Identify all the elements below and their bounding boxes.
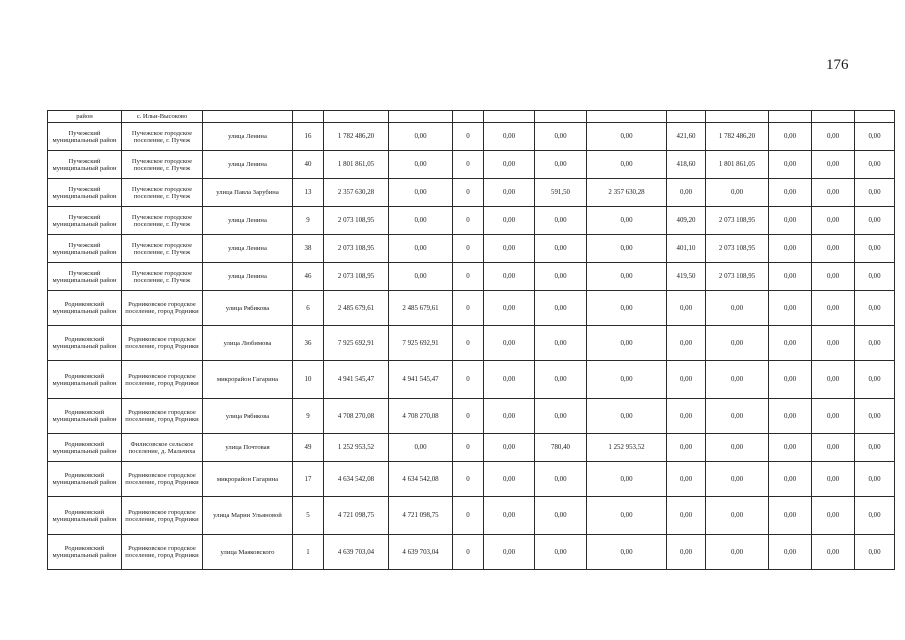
table-row (48, 497, 895, 535)
table-row (48, 263, 895, 291)
table-cell: район (48, 111, 122, 123)
table-cell: 0,00 (769, 535, 812, 570)
table-cell: 0,00 (769, 235, 812, 263)
table-cell: 0,00 (484, 399, 535, 434)
table-cell: 0,00 (812, 361, 855, 399)
table-cell: 0,00 (855, 179, 895, 207)
table-cell: 0,00 (484, 462, 535, 497)
table-cell: 0,00 (587, 497, 667, 535)
table-cell: 46 (293, 263, 324, 291)
table-cell: 0,00 (855, 535, 895, 570)
table-cell: 0,00 (535, 151, 587, 179)
table-cell: 0,00 (484, 151, 535, 179)
table-cell: 0,00 (484, 263, 535, 291)
table-cell: 0 (453, 291, 484, 326)
table-cell (389, 111, 453, 123)
table-cell: 0,00 (484, 535, 535, 570)
table-cell: 0,00 (484, 434, 535, 462)
table-cell (324, 111, 389, 123)
table-cell: 421,60 (667, 123, 706, 151)
table-cell: 0,00 (706, 497, 769, 535)
table-row (48, 151, 895, 179)
table-cell: 0,00 (855, 151, 895, 179)
table-cell (667, 111, 706, 123)
table-cell: 0,00 (535, 207, 587, 235)
table-row (48, 179, 895, 207)
table-cell: 7 925 692,91 (389, 326, 453, 361)
table-cell: 780,40 (535, 434, 587, 462)
table-cell: Пучежский муниципальный район (48, 179, 122, 207)
table-cell: 0,00 (535, 291, 587, 326)
table-cell: 4 721 098,75 (389, 497, 453, 535)
table-cell: 0,00 (706, 326, 769, 361)
table-cell: 0 (453, 207, 484, 235)
table-cell: 0,00 (855, 123, 895, 151)
table-cell: 0,00 (769, 151, 812, 179)
table-cell: 0,00 (855, 207, 895, 235)
table-cell (706, 111, 769, 123)
table-cell: 1 252 953,52 (587, 434, 667, 462)
table-cell: улица Любимова (203, 326, 293, 361)
table-cell: 0,00 (535, 263, 587, 291)
table-cell: Родниковский муниципальный район (48, 462, 122, 497)
table-cell: 0,00 (587, 326, 667, 361)
table-row (48, 235, 895, 263)
table-cell: Родниковское городское поселение, город Родники (122, 399, 203, 434)
table-cell: 0,00 (769, 207, 812, 235)
table-cell: 0,00 (587, 235, 667, 263)
table-cell: 0,00 (855, 361, 895, 399)
table-cell: 0,00 (667, 434, 706, 462)
table-cell: Родниковский муниципальный район (48, 535, 122, 570)
table-cell: 13 (293, 179, 324, 207)
table-cell: 2 357 630,28 (587, 179, 667, 207)
table-cell: Пучежское городское поселение, г. Пучеж (122, 207, 203, 235)
table-cell: 0,00 (587, 462, 667, 497)
table-cell: 0,00 (855, 291, 895, 326)
table-cell: 4 721 098,75 (324, 497, 389, 535)
table-cell: 0,00 (812, 263, 855, 291)
table-cell: 4 941 545,47 (324, 361, 389, 399)
table-cell: 0 (453, 434, 484, 462)
table-cell: 0,00 (535, 535, 587, 570)
table-row (48, 399, 895, 434)
table-cell: Родниковское городское поселение, город Родники (122, 326, 203, 361)
table-cell: улица Маяковского (203, 535, 293, 570)
table-cell: 0,00 (812, 291, 855, 326)
table-cell: улица Рябикова (203, 399, 293, 434)
table-cell: 0,00 (667, 399, 706, 434)
table-cell: Пучежское городское поселение, г. Пучеж (122, 123, 203, 151)
table-cell: Пучежское городское поселение, г. Пучеж (122, 151, 203, 179)
table-cell: улица Ленина (203, 207, 293, 235)
table-cell: 0,00 (855, 235, 895, 263)
table-cell: 0,00 (535, 361, 587, 399)
table-cell: 0,00 (484, 361, 535, 399)
table-cell: 0,00 (389, 123, 453, 151)
table-cell: 0,00 (667, 361, 706, 399)
table-cell: улица Павла Зарубина (203, 179, 293, 207)
table-cell: 0,00 (769, 179, 812, 207)
table-cell: Родниковский муниципальный район (48, 326, 122, 361)
table-cell: 2 073 108,95 (706, 263, 769, 291)
table-cell: 36 (293, 326, 324, 361)
table-cell: 409,20 (667, 207, 706, 235)
table-cell: 0,00 (855, 326, 895, 361)
table-cell: 4 708 270,08 (389, 399, 453, 434)
table-cell: 0,00 (484, 179, 535, 207)
table-cell: Родниковский муниципальный район (48, 497, 122, 535)
table-cell: 0,00 (535, 497, 587, 535)
table-row (48, 361, 895, 399)
table-cell: 401,10 (667, 235, 706, 263)
table-cell: 17 (293, 462, 324, 497)
table-cell: Пучежский муниципальный район (48, 235, 122, 263)
table-cell: 0 (453, 123, 484, 151)
table-cell: 0,00 (855, 497, 895, 535)
table-cell: 0,00 (587, 123, 667, 151)
table-row (48, 326, 895, 361)
table-cell: 1 252 953,52 (324, 434, 389, 462)
table-cell: 0,00 (389, 235, 453, 263)
table-cell: 0,00 (706, 462, 769, 497)
data-table (47, 110, 895, 570)
table-cell: 0,00 (667, 179, 706, 207)
table-cell: 0,00 (769, 399, 812, 434)
table-cell: 0,00 (812, 326, 855, 361)
table-cell: Пучежский муниципальный район (48, 263, 122, 291)
table-cell: 0,00 (706, 399, 769, 434)
table-cell: 0,00 (812, 179, 855, 207)
table-cell: Родниковский муниципальный район (48, 434, 122, 462)
table-cell: 0,00 (484, 123, 535, 151)
table-cell: 0,00 (484, 207, 535, 235)
table-cell (484, 111, 535, 123)
table-cell: 0,00 (769, 497, 812, 535)
table-cell: Родниковский муниципальный район (48, 399, 122, 434)
table-cell: 4 634 542,08 (389, 462, 453, 497)
table-cell (812, 111, 855, 123)
table-cell: 0,00 (535, 235, 587, 263)
table-cell: 0 (453, 535, 484, 570)
table-cell: 0,00 (855, 462, 895, 497)
table-cell: 0,00 (769, 263, 812, 291)
table-cell: 1 782 486,20 (324, 123, 389, 151)
table-row (48, 207, 895, 235)
table-cell: 0 (453, 399, 484, 434)
table-row (48, 535, 895, 570)
table-cell (855, 111, 895, 123)
table-cell: Родниковское городское поселение, город Родники (122, 462, 203, 497)
table-cell: с. Ильи-Высоково (122, 111, 203, 123)
table-cell: 0,00 (587, 207, 667, 235)
table-cell: 0,00 (484, 497, 535, 535)
page-number: 176 (826, 57, 849, 73)
table-cell (587, 111, 667, 123)
table-cell: 0,00 (389, 263, 453, 291)
table-cell: 0,00 (855, 399, 895, 434)
table-cell: 40 (293, 151, 324, 179)
table-cell: Пучежское городское поселение, г. Пучеж (122, 263, 203, 291)
table-cell: 0,00 (389, 179, 453, 207)
table-cell: 0,00 (667, 291, 706, 326)
table-cell: 0,00 (812, 462, 855, 497)
table-cell: 0,00 (587, 263, 667, 291)
table-cell: 0,00 (769, 326, 812, 361)
table-cell: 0,00 (535, 399, 587, 434)
table-cell: 1 801 861,05 (324, 151, 389, 179)
table-cell: 9 (293, 399, 324, 434)
table-cell: 0,00 (484, 326, 535, 361)
table-cell: 1 (293, 535, 324, 570)
table-cell: 418,60 (667, 151, 706, 179)
table-cell: 0,00 (812, 434, 855, 462)
table-cell: Пучежское городское поселение, г. Пучеж (122, 235, 203, 263)
table-cell: 2 485 679,61 (324, 291, 389, 326)
table-cell: 0,00 (812, 151, 855, 179)
table-cell: 1 782 486,20 (706, 123, 769, 151)
table-cell: 0,00 (667, 462, 706, 497)
table-cell: улица Ленина (203, 151, 293, 179)
table-cell (453, 111, 484, 123)
table-cell: 0,00 (587, 291, 667, 326)
table-cell: 419,50 (667, 263, 706, 291)
table-cell: Пучежское городское поселение, г. Пучеж (122, 179, 203, 207)
table-cell: 0 (453, 179, 484, 207)
table-cell: 0,00 (812, 535, 855, 570)
table-cell: 0,00 (855, 263, 895, 291)
table-cell: Родниковский муниципальный район (48, 291, 122, 326)
table-cell: 0,00 (389, 434, 453, 462)
table-cell: 0,00 (812, 235, 855, 263)
table-cell: улица Ленина (203, 263, 293, 291)
table-cell: 0,00 (706, 179, 769, 207)
table-cell: Родниковское городское поселение, город Родники (122, 535, 203, 570)
table-cell: Родниковское городское поселение, город Родники (122, 291, 203, 326)
table-cell: Филисовское сельское поселение, д. Мальчиха (122, 434, 203, 462)
table-cell (769, 111, 812, 123)
table-cell: 0,00 (769, 291, 812, 326)
table-cell: 0,00 (812, 497, 855, 535)
table-cell: 0,00 (535, 326, 587, 361)
table-cell: Родниковское городское поселение, город Родники (122, 361, 203, 399)
table-cell: 7 925 692,91 (324, 326, 389, 361)
table-cell: 16 (293, 123, 324, 151)
table-cell: 2 073 108,95 (324, 263, 389, 291)
table-cell: 2 357 630,28 (324, 179, 389, 207)
table-cell: 0,00 (389, 151, 453, 179)
table-cell: 4 634 542,08 (324, 462, 389, 497)
table-cell: 0,00 (667, 497, 706, 535)
table-cell: 0 (453, 326, 484, 361)
table-cell: 0,00 (535, 123, 587, 151)
table-cell: Пучежский муниципальный район (48, 151, 122, 179)
table-cell: улица Почтовая (203, 434, 293, 462)
table-cell: 0,00 (587, 535, 667, 570)
table-cell: 0,00 (484, 235, 535, 263)
table-cell: 0,00 (706, 361, 769, 399)
table-cell: Родниковское городское поселение, город Родники (122, 497, 203, 535)
table-cell: 0,00 (706, 434, 769, 462)
table-cell (535, 111, 587, 123)
table-cell: 0,00 (855, 434, 895, 462)
table-cell: 0,00 (769, 361, 812, 399)
table-cell: 2 073 108,95 (324, 235, 389, 263)
table-cell: 5 (293, 497, 324, 535)
table-cell: 0,00 (587, 361, 667, 399)
table-cell: 49 (293, 434, 324, 462)
table-cell: 1 801 861,05 (706, 151, 769, 179)
table-cell: 9 (293, 207, 324, 235)
table-cell: 0,00 (484, 291, 535, 326)
table-cell: 38 (293, 235, 324, 263)
table-cell: 6 (293, 291, 324, 326)
table-cell: улица Ленина (203, 235, 293, 263)
table-cell: 2 073 108,95 (706, 235, 769, 263)
table-cell: Родниковский муниципальный район (48, 361, 122, 399)
table-cell: 0 (453, 497, 484, 535)
table-cell: 0 (453, 263, 484, 291)
table-cell: 2 485 679,61 (389, 291, 453, 326)
table-cell: 0,00 (706, 291, 769, 326)
table-cell: 0,00 (769, 123, 812, 151)
table-cell (293, 111, 324, 123)
table-row (48, 123, 895, 151)
table-cell: 4 941 545,47 (389, 361, 453, 399)
table-cell: 0 (453, 462, 484, 497)
table-cell: 2 073 108,95 (706, 207, 769, 235)
table-cell: 2 073 108,95 (324, 207, 389, 235)
table-cell: 0 (453, 235, 484, 263)
table-cell: 0,00 (389, 207, 453, 235)
table-cell: микрорайон Гагарина (203, 361, 293, 399)
table-cell: 0,00 (667, 535, 706, 570)
table-cell: 0,00 (812, 207, 855, 235)
table-cell: 0,00 (812, 399, 855, 434)
table-cell: 0,00 (587, 151, 667, 179)
table-cell: 0,00 (769, 434, 812, 462)
table-cell: 4 639 703,04 (389, 535, 453, 570)
table-cell (203, 111, 293, 123)
table-cell: Пучежский муниципальный район (48, 123, 122, 151)
table-cell: 0,00 (769, 462, 812, 497)
table-cell: 0,00 (535, 462, 587, 497)
table-cell: 0,00 (667, 326, 706, 361)
table-row (48, 291, 895, 326)
table-cell: 0 (453, 151, 484, 179)
table-row (48, 434, 895, 462)
table-row (48, 111, 895, 123)
table-cell: улица Ленина (203, 123, 293, 151)
table-cell: 4 708 270,08 (324, 399, 389, 434)
table-cell: 10 (293, 361, 324, 399)
table-cell: улица Рябикова (203, 291, 293, 326)
table-cell: 0,00 (812, 123, 855, 151)
table-cell: улица Марии Ульяновой (203, 497, 293, 535)
table-cell: микрорайон Гагарина (203, 462, 293, 497)
table-cell: 591,50 (535, 179, 587, 207)
table-cell: 0,00 (587, 399, 667, 434)
table-cell: 0,00 (706, 535, 769, 570)
table-row (48, 462, 895, 497)
table-cell: Пучежский муниципальный район (48, 207, 122, 235)
table-cell: 0 (453, 361, 484, 399)
table-cell: 4 639 703,04 (324, 535, 389, 570)
